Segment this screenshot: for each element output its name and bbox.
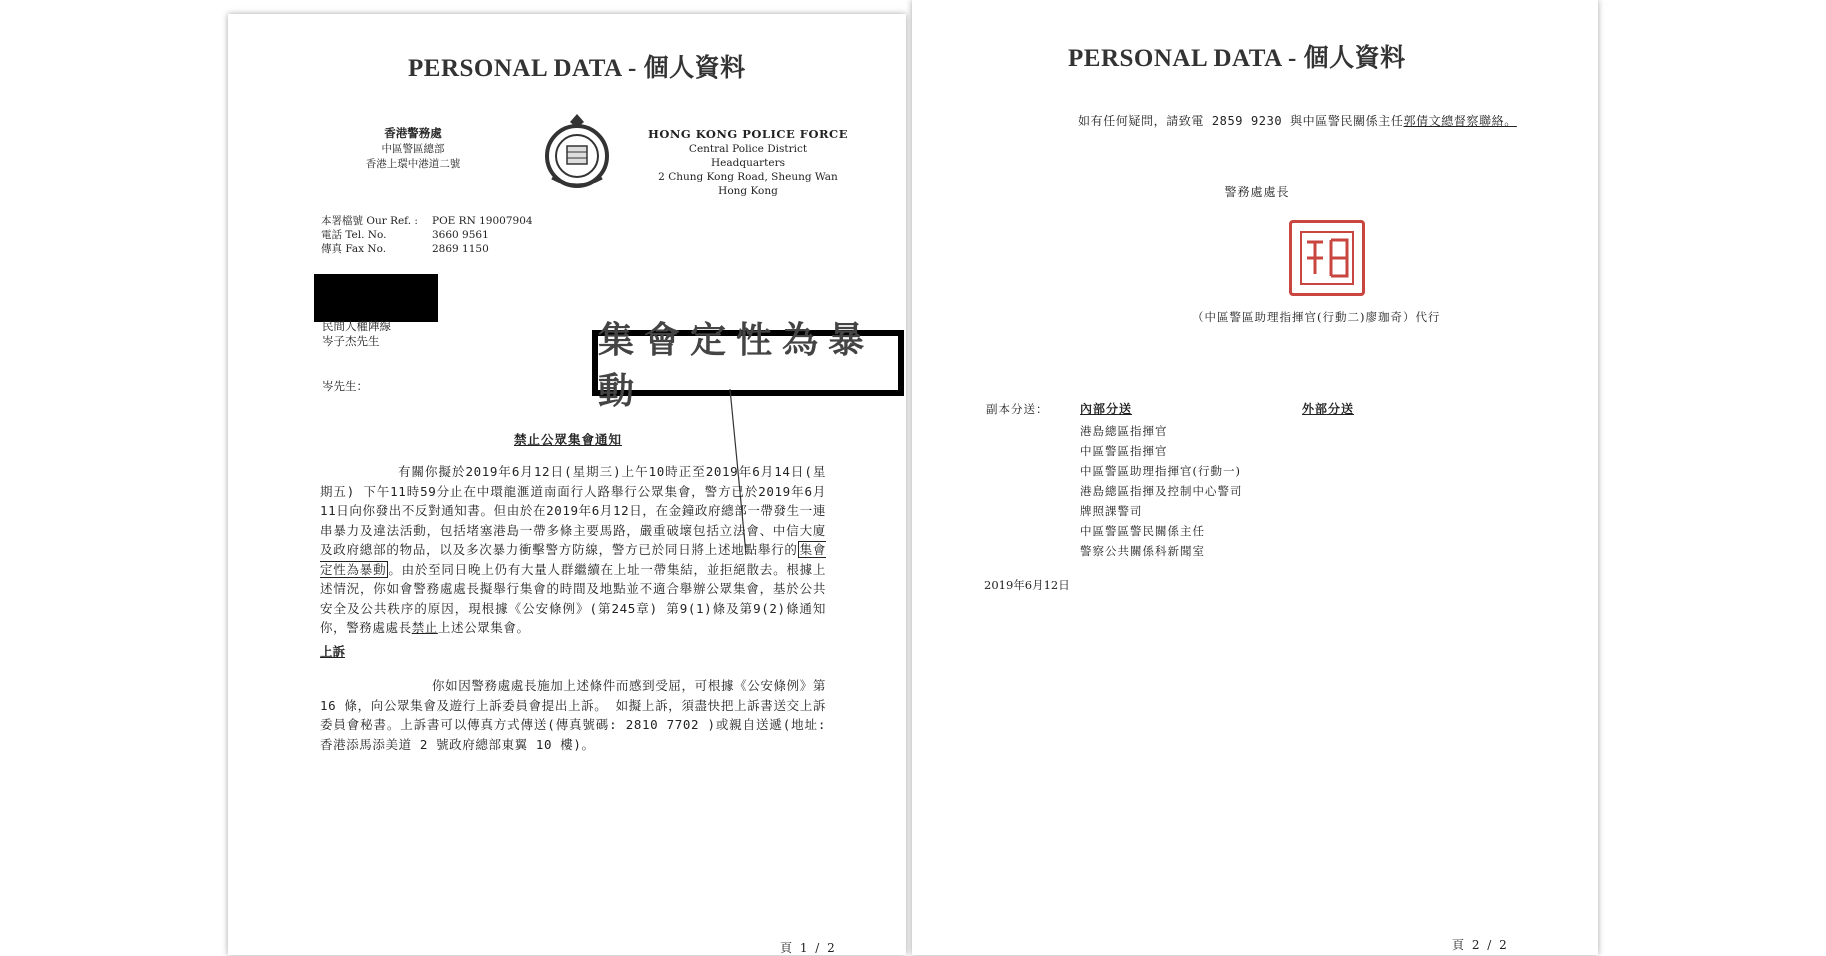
page-number: 頁 2 / 2 xyxy=(1452,938,1509,952)
notice-body-highlight: 集會定性為暴動 xyxy=(320,542,826,577)
signer-title: 警務處處長 xyxy=(1224,185,1290,199)
list-item: 中區警區助理指揮官(行動一) xyxy=(1080,464,1241,478)
salutation: 岑先生： xyxy=(322,379,368,393)
org-address-en-1: Central Police District xyxy=(688,143,808,155)
org-address-en-4: Hong Kong xyxy=(718,185,778,197)
tel-label: 電話 Tel. No. xyxy=(321,229,387,241)
internal-distribution-heading: 內部分送 xyxy=(1080,402,1133,416)
org-name-en: HONG KONG POLICE FORCE xyxy=(648,127,848,141)
letter-page-2 xyxy=(912,0,1598,955)
notice-body-part1: 有關你擬於2019年6月12日(星期三)上午10時正至2019年6月14日(星期五) 下午11時59分止在中環龍滙道南面行人路舉行公眾集會，警方已於2019年6月11日向你發出不反對通知書。但由於在2019年6月12日，在金鐘政府總部一帶發生一連串暴力及違法活動，包括堵塞港島一帶多條主要馬路，嚴重破壞包括立法會、中信大廈及政府總部的物品，以及多次暴力衝擊警方防線，警方已於同日將上述地點舉行的 xyxy=(320,464,826,557)
fax-label: 傳真 Fax No. xyxy=(321,243,387,255)
notice-body-part2: 。由於至同日晚上仍有大量人群繼續在上址一帶集結，並拒絕散去。根據上述情況，你如會警務處處長擬舉行集會的時間及地點並不適合舉辦公眾集會，基於公共安全及公共秩序的原因，現根據《公安條例》(第245章) 第9(1)條及第9(2)條通知你，警務處處長 xyxy=(320,561,826,635)
ref-label: 本署檔號 Our Ref. : xyxy=(321,215,418,227)
org-address-en-2: Headquarters xyxy=(711,157,785,169)
list-item: 港島總區指揮官 xyxy=(1080,424,1168,438)
highlight-callout: 集會定性為暴動 xyxy=(592,330,904,396)
notice-body xyxy=(320,462,826,638)
list-item: 中區警區指揮官 xyxy=(1080,444,1168,458)
notice-body-part3: 上述公眾集會。 xyxy=(437,620,530,635)
page-number: 頁 1 / 2 xyxy=(780,941,837,955)
ref-value: POE RN 19007904 xyxy=(432,215,533,227)
list-item: 牌照課警司 xyxy=(1080,504,1143,518)
enquiry-contact: 郭倩文總督察聯絡。 xyxy=(1403,114,1517,128)
internal-distribution-list xyxy=(1080,424,1243,564)
recipient-organization: 民間人權陣線 xyxy=(322,319,391,333)
police-crest-logo xyxy=(540,112,614,192)
list-item: 中區警區警民關係主任 xyxy=(1080,524,1205,538)
official-seal xyxy=(1289,220,1365,296)
appeal-text: 你如因警務處處長施加上述條件而感到受屈，可根據《公安條例》第 16 條，向公眾集會及遊行上訴委員會提出上訴。 如擬上訴，須盡快把上訴書送交上訴委員會秘書。上訴書可以傳真方式傳送(傳真號碼: 2810 7702 )或親自送遞(地址: 香港添馬添美道 2 號政府總部東翼 10 樓)。 xyxy=(320,678,826,752)
external-distribution-heading: 外部分送 xyxy=(1302,402,1355,416)
org-address-en-3: 2 Chung Kong Road, Sheung Wan xyxy=(658,171,838,183)
signer-line: （中區警區助理指揮官(行動二)廖珈奇）代行 xyxy=(1192,310,1441,324)
org-address-zh-1: 中區警區總部 xyxy=(381,143,445,155)
letter-date: 2019年6月12日 xyxy=(984,578,1070,592)
enquiry-text xyxy=(984,112,1530,132)
notice-title: 禁止公眾集會通知 xyxy=(513,432,622,447)
enquiry-part1: 如有任何疑問，請致電 2859 9230 與中區警民關係主任 xyxy=(1078,114,1404,128)
cc-label: 副本分送： xyxy=(986,402,1049,416)
org-address-zh-2: 香港上環中港道二號 xyxy=(365,158,461,170)
fax-value: 2869 1150 xyxy=(432,243,489,255)
notice-body-ban: 禁止 xyxy=(411,620,438,635)
list-item: 警察公共關係科新聞室 xyxy=(1080,544,1205,558)
appeal-heading: 上訴 xyxy=(320,644,346,659)
list-item: 港島總區指揮及控制中心警司 xyxy=(1080,484,1243,498)
redaction-block xyxy=(314,274,438,322)
org-name-zh: 香港警務處 xyxy=(384,126,442,140)
personal-data-header: PERSONAL DATA - 個人資料 xyxy=(1068,45,1406,72)
recipient-name: 岑子杰先生 xyxy=(322,334,380,348)
personal-data-header: PERSONAL DATA - 個人資料 xyxy=(408,55,746,82)
letter-page-1 xyxy=(228,14,906,955)
tel-value: 3660 9561 xyxy=(432,229,489,241)
